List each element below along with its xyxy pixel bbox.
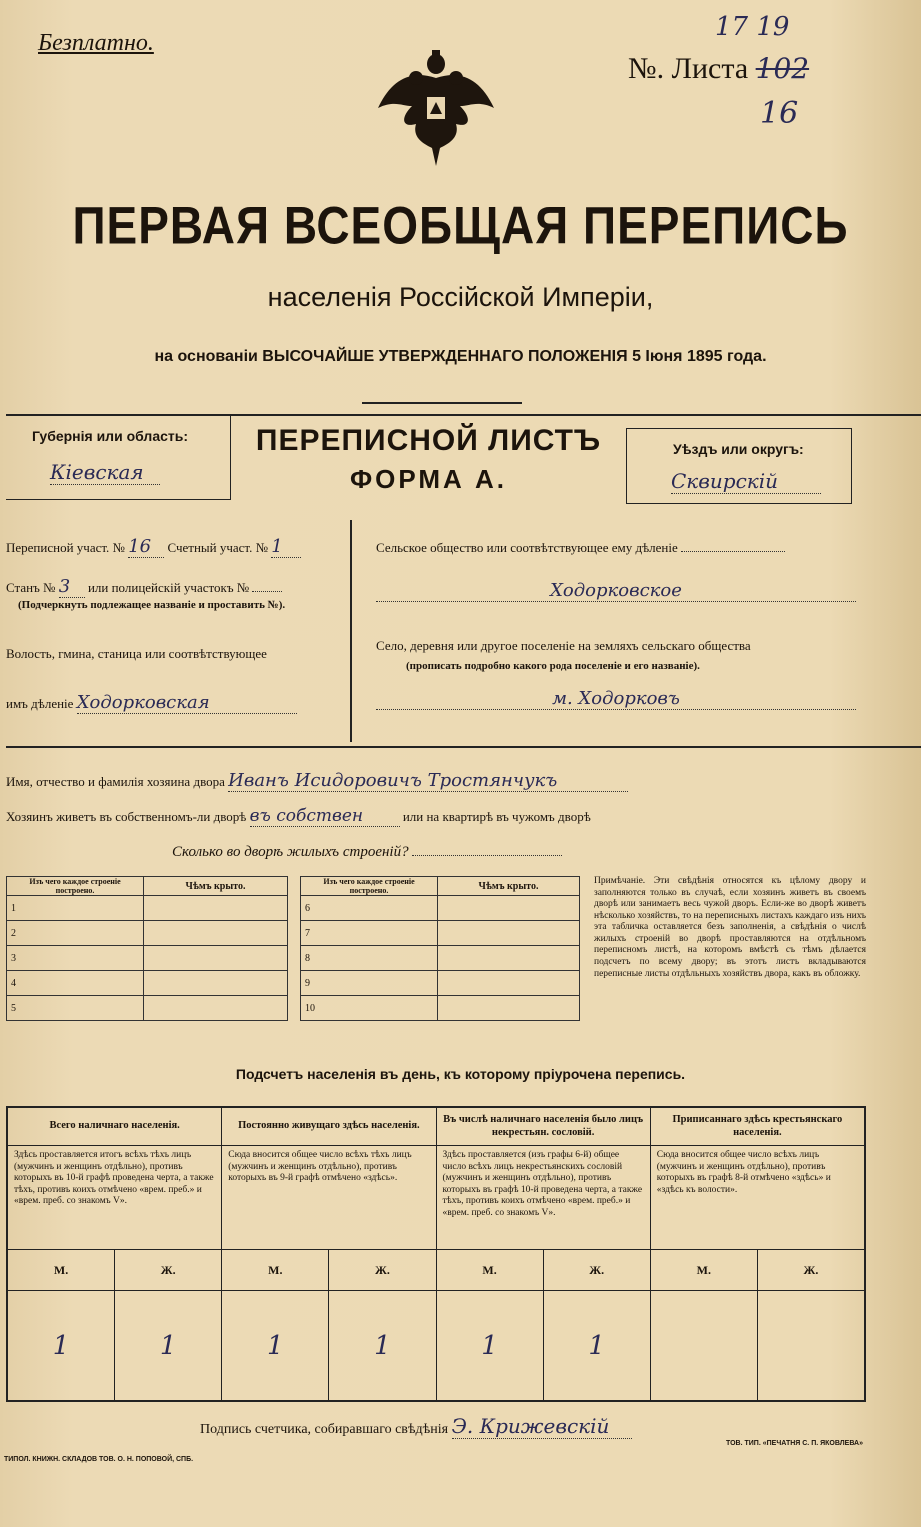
row-number: 8 <box>301 946 438 971</box>
owner-row <box>6 770 628 792</box>
legal-basis: на основаніи ВЫСОЧАЙШЕ УТВЕРЖДЕННАГО ПОЛОЖЕНІЯ 5 Іюня 1895 года. <box>154 348 767 365</box>
count-column-desc: Сюда вносится общее число всѣхъ тѣхъ лицъ (мужчинъ и женщинъ отдѣльно), противъ которыхъ въ 9-й графѣ отмѣчено «здѣсь». <box>222 1146 435 1250</box>
uezd-value: Сквирскій <box>671 469 821 494</box>
male-label: М. <box>696 1262 711 1277</box>
row-number: 9 <box>301 971 438 996</box>
divider <box>6 746 921 748</box>
male-label: М. <box>482 1262 497 1277</box>
cell <box>144 996 288 1021</box>
count-columns <box>8 1108 864 1400</box>
count-column <box>221 1108 435 1400</box>
owner-lives-row <box>6 806 591 827</box>
owner-lives-value: въ собствен <box>250 806 400 827</box>
female-label: Ж. <box>114 1250 221 1290</box>
gubernia-box <box>6 414 231 500</box>
page-subtitle: населенія Россійской Имперіи, <box>267 282 654 312</box>
corner-number: 17 19 <box>715 12 790 42</box>
owner-name-label: Имя, отчество и фамилія хозяина двора <box>6 774 225 789</box>
count-mf-head <box>437 1250 650 1291</box>
count-values <box>437 1291 650 1400</box>
male-count: 1 <box>481 1330 498 1361</box>
row-number: 6 <box>301 896 438 921</box>
buildings-label: Сколько во дворѣ жилыхъ строеній? <box>172 844 409 860</box>
sheet-number-label: №. Листа <box>628 52 749 85</box>
sheet-number-crossed: 102 <box>755 52 810 85</box>
stan-row <box>6 576 282 598</box>
page-title: ПЕРВАЯ ВСЕОБЩАЯ ПЕРЕПИСЬ <box>72 195 849 255</box>
row-number: 7 <box>301 921 438 946</box>
cell <box>438 996 580 1021</box>
female-count: 1 <box>114 1291 221 1400</box>
uezd-label: Уѣздъ или округъ: <box>673 441 804 457</box>
cell <box>438 896 580 921</box>
perepis-uch-label: Переписной участ. № <box>6 540 125 555</box>
signature-row <box>200 1414 632 1439</box>
female-count <box>757 1291 864 1400</box>
male-label: М. <box>53 1262 69 1277</box>
count-title: Подсчетъ населенія въ день, къ которому пріурочена перепись. <box>235 1066 686 1082</box>
free-label: Безплатно. <box>38 30 154 56</box>
selskoe-value: Ходорковское <box>376 580 856 602</box>
col-roof: Чѣмъ крыто. <box>144 877 288 896</box>
note-text: Примѣчаніе. Эти свѣдѣнія относятся къ цѣлому двору и заполняются только въ случаѣ, если хозяинъ живетъ въ своемъ дворѣ или занимаетъ весь чужой дворъ. Если-же во дворѣ живетъ нѣсколько хозяйствъ, то на переписныхъ листахъ каждаго изъ нихъ эта табличка оставляется безъ заполненія, а свѣдѣнія о числѣ жилыхъ строеній во дворѣ проставляются на отдѣльномъ переписномъ листѣ, на которомъ вмѣстѣ съ тѣмъ дѣлается подсчетъ по всему двору; въ этотъ листъ вкладываются переписные листы отдѣльныхъ хозяйствъ двора, какъ въ обложку. <box>594 876 866 979</box>
footer-right: ТОВ. ТИП. «ПЕЧАТНЯ С. П. ЯКОВЛЕВА» <box>726 1440 863 1447</box>
count-column-head: Въ числѣ наличнаго населенія было лицъ некрестьян. сословій. <box>437 1108 650 1146</box>
selo-value: м. Ходорковъ <box>376 688 856 710</box>
imperial-eagle-icon <box>372 48 500 168</box>
col-material: Изъ чего каждое строеніе построено. <box>7 877 144 896</box>
owner-lives-label-2: или на квартирѣ въ чужомъ дворѣ <box>402 809 591 824</box>
selo-label: Село, деревня или другое поселеніе на земляхъ сельскаго общества <box>376 638 751 653</box>
count-column-desc: Здѣсь проставляется итогъ всѣхъ тѣхъ лицъ (мужчинъ и женщинъ отдѣльно), противъ которыхъ въ 10-й графѣ проведена черта, а также тѣхъ, противъ коихъ отмѣчено «врем. преб.» и «врем. преб. со знакомъ V». <box>8 1146 221 1250</box>
female-count: 1 <box>328 1291 435 1400</box>
buildings-table-left <box>6 876 288 1021</box>
female-label: Ж. <box>328 1250 435 1290</box>
count-values <box>8 1291 221 1400</box>
footer-left: ТИПОЛ. КНИЖН. СКЛАДОВ ТОВ. О. Н. ПОПОВОЙ, СПБ. <box>4 1456 194 1463</box>
male-label: М. <box>268 1262 283 1277</box>
count-column-desc: Сюда вносится общее число всѣхъ лицъ (мужчинъ и женщинъ отдѣльно), противъ которыхъ въ графѣ 8-й отмѣчено «здѣсь» и «здѣсь къ волости». <box>651 1146 864 1250</box>
buildings-table-right <box>300 876 580 1021</box>
police-value <box>252 591 282 592</box>
stan-value: 3 <box>59 576 85 598</box>
cell <box>144 971 288 996</box>
police-label: или полицейскій участокъ № <box>87 580 250 595</box>
count-column-desc: Здѣсь проставляется (изъ графы 6-й) общее число всѣхъ лицъ некрестьянскихъ сословій (мужчинъ и женщинъ отдѣльно), противъ которыхъ въ графѣ 10-й проведена черта, а также тѣхъ, противъ коихъ отмѣчено «врем. преб.» и «врем. преб. со знакомъ V». <box>437 1146 650 1250</box>
female-label: Ж. <box>543 1250 650 1290</box>
count-values <box>651 1291 864 1400</box>
stan-note: (Подчеркнуть подлежащее названіе и проставить №). <box>18 599 286 611</box>
owner-name-value: Иванъ Исидоровичъ Тростянчукъ <box>228 770 628 792</box>
male-count <box>651 1291 757 1400</box>
schet-uch-value: 1 <box>271 536 301 558</box>
gubernia-label: Губернія или область: <box>32 428 189 444</box>
count-mf-head <box>222 1250 435 1291</box>
form-title: ПЕРЕПИСНОЙ ЛИСТЪ <box>255 424 602 457</box>
cell <box>144 946 288 971</box>
sheet-number <box>628 52 809 86</box>
cell <box>438 946 580 971</box>
row-number: 10 <box>301 996 438 1021</box>
cell <box>438 971 580 996</box>
count-column-head: Приписаннаго здѣсь крестьянскаго населенія. <box>651 1108 864 1146</box>
volost-label: Волость, гмина, станица или соотвѣтствующее <box>6 646 267 661</box>
male-count: 1 <box>267 1330 284 1361</box>
count-column <box>650 1108 864 1400</box>
col-material: Изъ чего каждое строеніе построено. <box>301 877 438 896</box>
volost-label-2: имъ дѣленіе <box>6 696 74 711</box>
selskoe-line <box>681 551 785 552</box>
perepis-uch-row <box>6 536 301 558</box>
buildings-row <box>172 844 562 861</box>
selskoe-row <box>376 540 785 556</box>
col-roof: Чѣмъ крыто. <box>438 877 580 896</box>
stan-label: Станъ № <box>6 580 56 595</box>
form-subtitle: ФОРМА А. <box>349 464 508 494</box>
female-count: 1 <box>543 1291 650 1400</box>
buildings-line <box>412 855 562 856</box>
count-column-head: Постоянно живущаго здѣсь населенія. <box>222 1108 435 1146</box>
count-column-head: Всего наличнаго населенія. <box>8 1108 221 1146</box>
signature-label: Подпись счетчика, собиравшаго свѣдѣнія <box>200 1422 449 1437</box>
selo-note: (прописать подробно какого рода поселеніе и его названіе). <box>406 660 700 672</box>
signature-value: Э. Крижевскій <box>452 1414 632 1439</box>
owner-lives-label: Хозяинъ живетъ въ собственномъ-ли дворѣ <box>6 809 247 824</box>
row-number: 5 <box>7 996 144 1021</box>
female-label: Ж. <box>757 1250 864 1290</box>
count-mf-head <box>8 1250 221 1291</box>
count-values <box>222 1291 435 1400</box>
ornament-divider <box>362 398 522 408</box>
schet-uch-label: Счетный участ. № <box>167 540 269 555</box>
cell <box>144 921 288 946</box>
count-column <box>436 1108 650 1400</box>
selskoe-label: Сельское общество или соотвѣтствующее ему дѣленіе <box>376 540 678 555</box>
volost-value: Ходорковская <box>77 692 297 714</box>
row-number: 4 <box>7 971 144 996</box>
count-table <box>6 1106 866 1402</box>
perepis-uch-value: 16 <box>128 536 164 558</box>
row-number: 3 <box>7 946 144 971</box>
column-divider <box>350 520 352 742</box>
count-column <box>8 1108 221 1400</box>
row-number: 2 <box>7 921 144 946</box>
row-number: 1 <box>7 896 144 921</box>
cell <box>438 921 580 946</box>
count-mf-head <box>651 1250 864 1291</box>
volost-row <box>6 692 297 714</box>
gubernia-value: Кіевская <box>50 460 160 485</box>
male-count: 1 <box>52 1330 70 1361</box>
uezd-box <box>626 428 852 504</box>
sheet-number-hand: 16 <box>760 96 799 131</box>
cell <box>144 896 288 921</box>
